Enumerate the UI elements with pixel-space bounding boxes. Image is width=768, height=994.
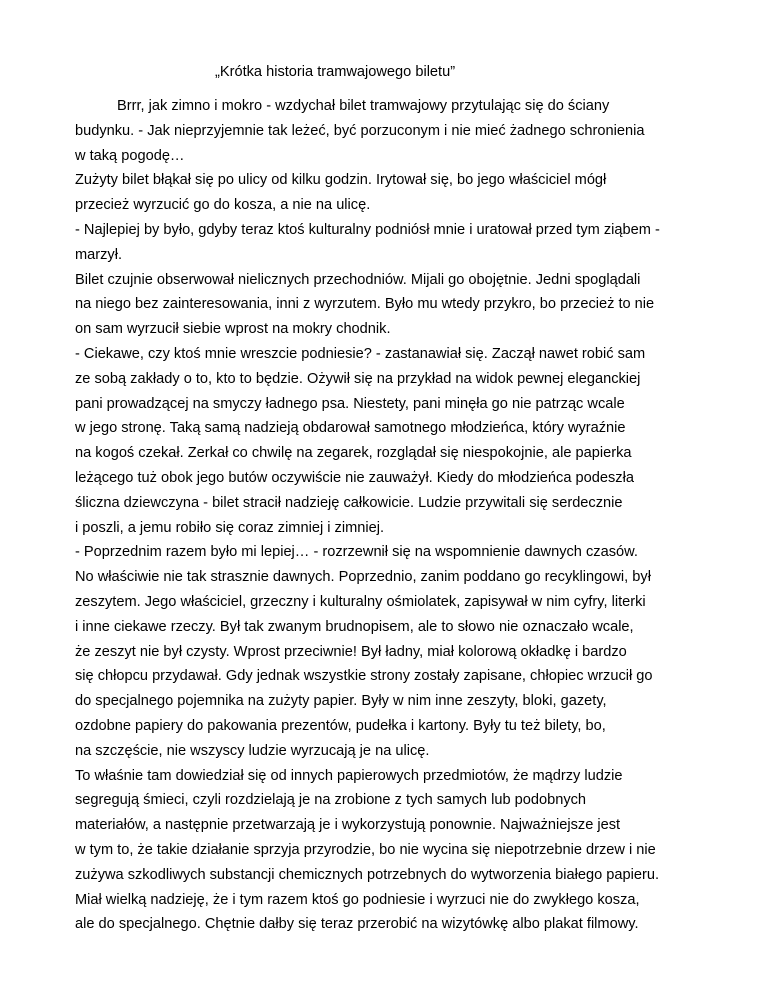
story-body: [75, 94, 695, 937]
text-line: ze sobą zakłady o to, kto to będzie. Ożywił się na przykład na widok pewnej eleganckiej: [75, 370, 641, 387]
text-line: leżącego tuż obok jego butów oczywiście nie zauważył. Kiedy do młodzieńca podeszła: [75, 469, 634, 486]
text-line: Bilet czujnie obserwował nielicznych przechodniów. Mijali go obojętnie. Jedni spoglądali: [75, 271, 641, 288]
text-line: zużywa szkodliwych substancji chemicznych potrzebnych do wytworzenia białego papieru.: [75, 866, 660, 883]
text-line: i poszli, a jemu robiło się coraz zimniej i zimniej.: [75, 519, 385, 536]
text-line: śliczna dziewczyna - bilet stracił nadzieję całkowicie. Ludzie przywitali się serdecznie: [75, 494, 623, 511]
text-line: - Najlepiej by było, gdyby teraz ktoś kulturalny podniósł mnie i uratował przed tym ziąbem -: [75, 221, 660, 238]
text-line: Brrr, jak zimno i mokro - wzdychał bilet tramwajowy przytulając się do ściany: [117, 98, 610, 114]
text-line: No właściwie nie tak strasznie dawnych. Poprzednio, zanim poddano go recyklingowi, był: [75, 569, 651, 586]
text-line: - Ciekawe, czy ktoś mnie wreszcie podniesie? - zastanawiał się. Zaczął nawet robić sam: [75, 345, 646, 362]
text-line: budynku. - Jak nieprzyjemnie tak leżeć, być porzuconym i nie mieć żadnego schronienia: [75, 122, 645, 139]
text-line: przecież wyrzucić go do kosza, a nie na ulicę.: [75, 197, 371, 214]
text-line: on sam wyrzucił siebie wprost na mokry chodnik.: [75, 321, 391, 338]
text-line: - Poprzednim razem było mi lepiej… - rozrzewnił się na wspomnienie dawnych czasów.: [75, 544, 638, 561]
text-line: że zeszyt nie był czysty. Wprost przeciwnie! Był ładny, miał kolorową okładkę i bardzo: [75, 643, 627, 660]
text-line: segregują śmieci, czyli rozdzielają je na zrobione z tych samych lub podobnych: [75, 792, 587, 809]
text-line: w taką pogodę…: [75, 147, 185, 164]
text-line: do specjalnego pojemnika na zużyty papier. Były w nim inne zeszyty, bloki, gazety,: [75, 693, 607, 710]
text-line: na szczęście, nie wszyscy ludzie wyrzucają je na ulicę.: [75, 742, 430, 759]
text-line: To właśnie tam dowiedział się od innych papierowych przedmiotów, że mądrzy ludzie: [75, 767, 623, 784]
text-line: zeszytem. Jego właściciel, grzeczny i kulturalny ośmiolatek, zapisywał w nim cyfry, literki: [75, 593, 646, 610]
text-line: ale do specjalnego. Chętnie dałby się teraz przerobić na wizytówkę albo plakat filmowy.: [75, 916, 639, 933]
text-line: i inne ciekawe rzeczy. Był tak zwanym brudnopisem, ale to słowo nie oznaczało wcale,: [75, 618, 634, 635]
text-line: w tym to, że takie działanie sprzyja przyrodzie, bo nie wycina się niepotrzebnie drzew i nie: [75, 841, 656, 858]
text-line: pani prowadzącej na smyczy ładnego psa. Niestety, pani minęła go nie patrząc wcale: [75, 395, 625, 412]
text-line: w jego stronę. Taką samą nadzieją obdarował samotnego młodzieńca, który wyraźnie: [75, 420, 626, 437]
text-line: się chłopcu przydawał. Gdy jednak wszystkie strony zostały zapisane, chłopiec wrzucił go: [75, 668, 653, 685]
story-title: „Krótka historia tramwajowego biletu”: [215, 64, 456, 80]
text-line: na niego bez zainteresowania, inni z wyrzutem. Było mu wtedy przykro, bo przecież to nie: [75, 296, 655, 313]
text-line: materiałów, a następnie przetwarzają je i wykorzystują ponownie. Najważniejsze jest: [75, 817, 621, 834]
text-line: marzył.: [75, 246, 123, 263]
text-line: Zużyty bilet błąkał się po ulicy od kilku godzin. Irytował się, bo jego właściciel mógł: [75, 172, 607, 189]
text-line: Miał wielką nadzieję, że i tym razem ktoś go podniesie i wyrzuci nie do zwykłego kosza,: [75, 891, 640, 908]
text-line: ozdobne papiery do pakowania prezentów, pudełka i kartony. Były tu też bilety, bo,: [75, 717, 606, 734]
text-line: na kogoś czekał. Zerkał co chwilę na zegarek, rozglądał się niespokojnie, ale papierka: [75, 445, 632, 462]
